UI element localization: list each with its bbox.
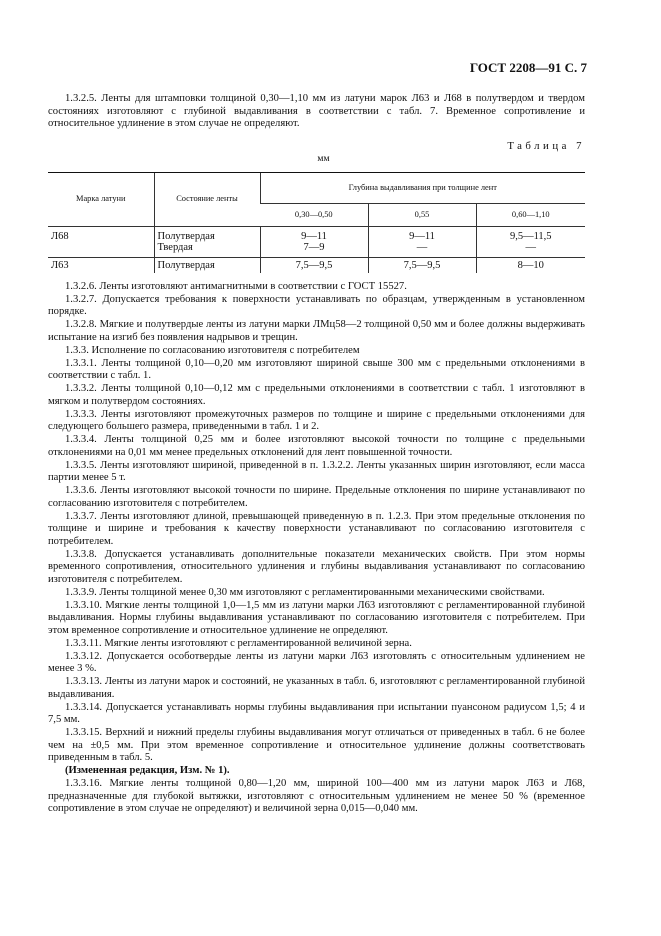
header-thickness-1: 0,30—0,50 bbox=[260, 203, 368, 226]
cell-line: 9—11 bbox=[301, 230, 327, 242]
paragraph: 1.3.3.3. Ленты изготовляют промежуточных размеров по толщине и ширине с предельными отклонениями для следующего большего размера, приведенными в табл. 1 и 2. bbox=[48, 408, 585, 432]
paragraph: 1.3.2.6. Ленты изготовляют антимагнитными в соответствии с ГОСТ 15527. bbox=[65, 280, 407, 292]
header-thickness-3: 0,60—1,10 bbox=[476, 203, 585, 226]
cell-line: 7,5—9,5 bbox=[295, 259, 333, 271]
cell-depth-1 bbox=[260, 257, 368, 273]
cell-depth-3 bbox=[476, 257, 585, 273]
paragraph: 1.3.2.7. Допускается требования к поверхности устанавливать по образцам, утвержденным в установленном порядке. bbox=[48, 293, 585, 317]
paragraph: 1.3.3.12. Допускается особотвердые ленты из латуни марки Л63 изготовлять с относительным удлинением не менее 3 %. bbox=[48, 650, 585, 674]
cell-line: 9—11 bbox=[409, 230, 435, 242]
table-7 bbox=[48, 172, 585, 273]
cell-line: Полутвердая bbox=[157, 259, 215, 271]
paragraph: 1.3.3.11. Мягкие ленты изготовляют с регламентированной величиной зерна. bbox=[65, 637, 412, 649]
paragraph: 1.3.3.6. Ленты изготовляют высокой точности по ширине. Предельные отклонения по ширине устанавливают по согласованию изготовителя с потребителем. bbox=[48, 485, 585, 509]
cell-depth-1 bbox=[260, 226, 368, 257]
cell-line: 9,5—11,5 bbox=[509, 230, 552, 242]
header-brand: Марка латуни bbox=[48, 172, 154, 226]
cell-line: Твердая bbox=[157, 241, 193, 253]
paragraph: 1.3.3.1. Ленты толщиной 0,10—0,20 мм изготовляют шириной свыше 300 мм с предельными отклонениями в соответствии с табл. 1. bbox=[48, 357, 585, 381]
document-body bbox=[48, 93, 585, 816]
paragraph: 1.3.3.14. Допускается устанавливать нормы глубины выдавливания при испытании пуансоном радиусом 1,5; 4 и 7,5 мм. bbox=[48, 701, 585, 725]
paragraph-1-3-2-5: 1.3.2.5. Ленты для штамповки толщиной 0,30—1,10 мм из латуни марок Л63 и Л68 в полутвердом и твердом состояниях изготовляют с глубиной выдавливания в соответствии с табл. 7. Временное сопротивление и относительное удлинение в этом случае не определяют. bbox=[48, 93, 585, 129]
table-row bbox=[48, 257, 585, 273]
cell-line: — bbox=[525, 241, 536, 253]
table-caption: Таблица 7 bbox=[507, 139, 585, 152]
paragraph: 1.3.3.8. Допускается устанавливать дополнительные показатели механических свойств. При этом нормы временного сопротивления, относительного удлинения и глубины выдавливания устанавливают по согласованию изготовителя с потребителем. bbox=[48, 548, 585, 585]
cell-depth-2 bbox=[368, 257, 476, 273]
cell-line: — bbox=[416, 241, 428, 253]
page-header: ГОСТ 2208—91 С. 7 bbox=[469, 60, 587, 75]
table-unit: мм bbox=[317, 153, 330, 164]
paragraph: 1.3.3.13. Ленты из латуни марок и состояний, не указанных в табл. 6, изготовляют с регламентированной глубиной выдавливания. bbox=[48, 676, 585, 700]
cell-line: 7,5—9,5 bbox=[403, 259, 441, 271]
paragraph: 1.3.3.5. Ленты изготовляют шириной, приведенной в п. 1.3.2.2. Ленты указанных ширин изготовляют, если масса партии менее 5 т. bbox=[48, 459, 585, 483]
paragraph: 1.3.3.9. Ленты толщиной менее 0,30 мм изготовляют с регламентированными механическими свойствами. bbox=[65, 586, 545, 598]
paragraph: 1.3.3.2. Ленты толщиной 0,10—0,12 мм с предельными отклонениями в соответствии с табл. 1 изготовляют в мягком и полутвердом состояниях. bbox=[48, 383, 585, 407]
paragraph: 1.3.3.4. Ленты толщиной 0,25 мм и более изготовляют высокой точности по толщине с предельными отклонениями на 0,01 мм менее предельных отклонений для лент повышенной точности. bbox=[48, 434, 585, 458]
cell-brand: Л63 bbox=[48, 257, 154, 273]
depth-table bbox=[48, 172, 585, 273]
edition-note: (Измененная редакция, Изм. № 1). bbox=[65, 765, 230, 776]
cell-brand: Л68 bbox=[51, 230, 69, 242]
paragraph: 1.3.3.15. Верхний и нижний пределы глубины выдавливания могут отличаться от приведенных в табл. 6 не более чем на ±0,5 мм. При этом временное сопротивление и относительное удлинение должны соответствовать приведенным в табл. 5. bbox=[48, 727, 585, 763]
cell-line: Полутвердая bbox=[157, 230, 215, 242]
header-thickness-2: 0,55 bbox=[368, 203, 476, 226]
paragraph: 1.3.3. Исполнение по согласованию изготовителя с потребителем bbox=[65, 344, 360, 356]
table-row bbox=[48, 226, 585, 257]
header-depth: Глубина выдавливания при толщине лент bbox=[260, 172, 585, 203]
cell-state bbox=[154, 257, 260, 273]
paragraph: 1.3.3.10. Мягкие ленты толщиной 1,0—1,5 мм из латуни марки Л63 изготовляют с регламентированной глубиной выдавливания. Нормы глубины выдавливания устанавливают по согласованию изготовителя с потребителем. При этом временное сопротивление и относительное удлинение не определяют. bbox=[48, 599, 585, 636]
cell-depth-2 bbox=[368, 226, 476, 257]
cell-line: 8—10 bbox=[517, 259, 544, 271]
cell-state bbox=[154, 226, 260, 257]
header-state: Состояние ленты bbox=[154, 172, 260, 226]
paragraph-1-3-3-16: 1.3.3.16. Мягкие ленты толщиной 0,80—1,20 мм, шириной 100—400 мм из латуни марок Л63 и Л68, предназначенные для глубокой вытяжки, изготовляют с относительным удлинением не менее 50 % (временное сопротивление в этом случае не определяют) и величиной зерна 0,015—0,040 мм. bbox=[48, 778, 585, 814]
paragraph: 1.3.3.7. Ленты изготовляют длиной, превышающей приведенную в п. 1.2.3. При этом предельные отклонения по толщине и ширине и требования к качеству поверхности устанавливают по согласованию изготовителя с потребителем. bbox=[48, 510, 585, 547]
paragraph: 1.3.2.8. Мягкие и полутвердые ленты из латуни марки ЛМц58—2 толщиной 0,50 мм и более должны выдерживать испытание на изгиб без появления надрывов и трещин. bbox=[48, 319, 585, 343]
cell-depth-3 bbox=[476, 226, 585, 257]
cell-line: 7—9 bbox=[303, 241, 325, 253]
